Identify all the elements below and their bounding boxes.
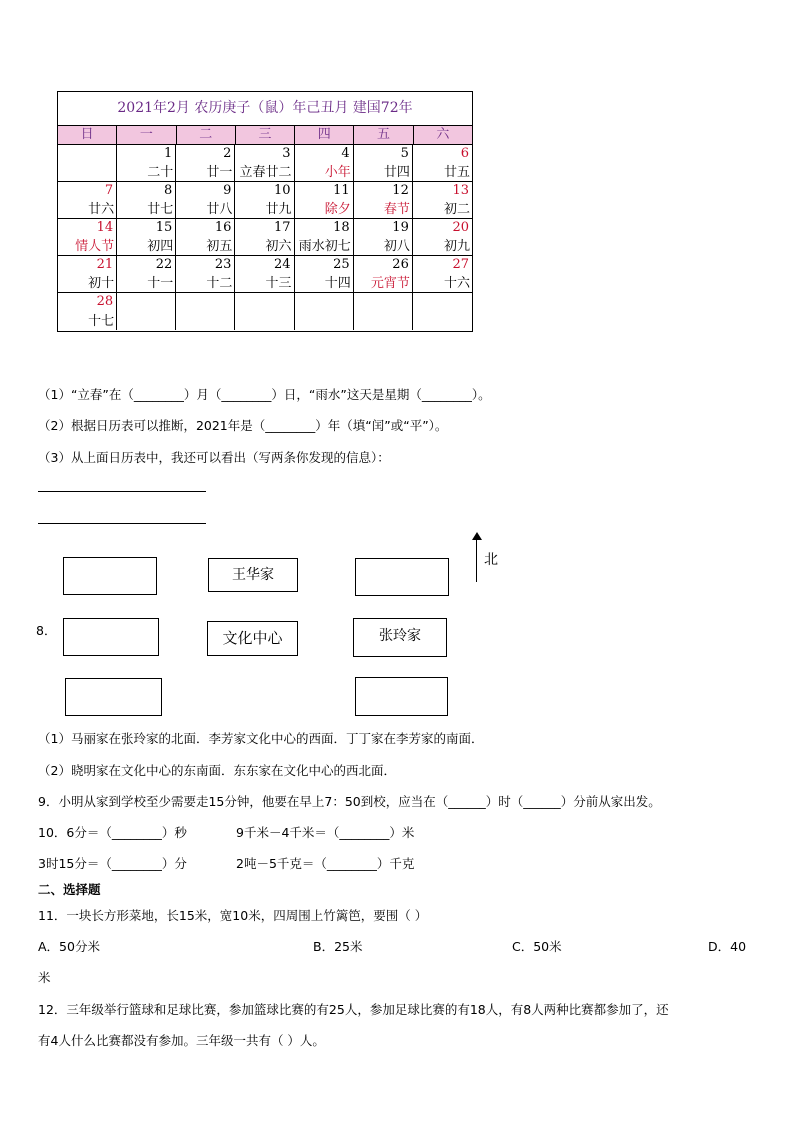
day-number: 20 — [452, 220, 469, 235]
map-box-empty-5[interactable] — [355, 677, 448, 716]
calendar-day-cell — [58, 293, 117, 330]
q12-line1: 12．三年级举行篮球和足球比赛，参加篮球比赛的有25人，参加足球比赛的有18人，有8人两种比赛都参加了，还 — [38, 1002, 669, 1017]
calendar-day-cell — [295, 219, 354, 256]
day-number: 18 — [333, 220, 350, 235]
weekday-sat: 六 — [436, 127, 450, 142]
day-number: 12 — [392, 183, 409, 198]
lunar-label: 十六 — [443, 276, 470, 291]
day-number: 8 — [164, 183, 173, 198]
q9: 9．小明从家到学校至少需要走15分钟，他要在早上7：50到校，应当在（______）时（______）分前从家出发。 — [38, 794, 661, 809]
q7-part3: （3）从上面日历表中，我还可以看出（写两条你发现的信息）： — [38, 450, 390, 465]
lunar-label: 小年 — [324, 165, 351, 180]
q11-option-a[interactable]: A．50分米 — [38, 939, 100, 954]
calendar-day-cell — [58, 182, 117, 219]
day-number: 28 — [96, 294, 114, 309]
calendar-day-cell — [58, 256, 117, 293]
q11-option-c[interactable]: C．50米 — [512, 939, 562, 954]
lunar-label: 初五 — [206, 239, 233, 254]
day-number: 19 — [392, 220, 409, 235]
q10-c: 3时15分＝（________）分 — [38, 856, 187, 871]
calendar-day-cell — [235, 256, 294, 293]
day-number: 4 — [341, 146, 350, 161]
calendar — [57, 91, 473, 332]
calendar-day-cell — [295, 293, 354, 330]
calendar-day-cell — [413, 293, 472, 330]
lunar-label: 初六 — [265, 239, 292, 254]
day-number: 10 — [274, 183, 291, 198]
calendar-day-cell — [354, 182, 413, 219]
lunar-label: 立春廿二 — [239, 165, 292, 180]
lunar-label: 廿八 — [206, 202, 233, 217]
lunar-label: 情人节 — [75, 239, 115, 254]
lunar-label: 廿四 — [383, 165, 410, 180]
calendar-day-cell — [413, 145, 472, 182]
calendar-day-cell — [235, 182, 294, 219]
lunar-label: 初十 — [88, 276, 115, 291]
calendar-day-cell — [354, 219, 413, 256]
calendar-day-cell — [235, 219, 294, 256]
q10-b: 9千米－4千米＝（________）米 — [236, 825, 415, 840]
q7-part1: （1）“立春”在（________）月（________）日，“雨水”这天是星期（________）。 — [38, 387, 491, 402]
calendar-day-cell — [176, 145, 235, 182]
lunar-label: 十四 — [324, 276, 351, 291]
lunar-label: 廿一 — [206, 165, 233, 180]
calendar-day-cell — [117, 293, 176, 330]
map-box-empty-3[interactable] — [63, 618, 159, 656]
calendar-day-cell — [58, 145, 117, 182]
q8-part1: （1）马丽家在张玲家的北面．李芳家文化中心的西面．丁丁家在李芳家的南面． — [38, 731, 484, 746]
q11-option-d[interactable]: D．40 — [708, 939, 747, 954]
q10-a: 10．6分＝（________）秒 — [38, 825, 187, 840]
q11-option-b[interactable]: B．25米 — [313, 939, 363, 954]
map-box-empty-1[interactable] — [63, 557, 157, 595]
answer-line-1[interactable] — [38, 491, 206, 492]
q11-option-d-unit: 米 — [38, 970, 51, 985]
calendar-day-cell — [117, 256, 176, 293]
lunar-label: 雨水初七 — [298, 239, 351, 254]
lunar-label: 元宵节 — [370, 276, 410, 291]
weekday-tue: 二 — [177, 126, 236, 144]
calendar-day-cell — [176, 182, 235, 219]
lunar-label: 廿六 — [88, 202, 115, 217]
calendar-day-cell — [413, 219, 472, 256]
calendar-day-cell — [354, 256, 413, 293]
north-arrow-icon — [472, 532, 482, 540]
calendar-day-cell — [176, 293, 235, 330]
calendar-day-cell — [354, 145, 413, 182]
q10-d: 2吨－5千克＝（________）千克 — [236, 856, 415, 871]
day-number: 6 — [460, 146, 469, 161]
q7-part2: （2）根据日历表可以推断，2021年是（________）年（填“闰”或“平”）。 — [38, 418, 448, 433]
calendar-weekday-header — [58, 125, 472, 145]
lunar-label: 十七 — [88, 314, 115, 329]
q11-stem: 11．一块长方形菜地，长15米，宽10米，四周围上竹篱笆，要围（ ） — [38, 908, 428, 923]
day-number: 24 — [274, 257, 291, 272]
map-box-zhangling-label: 张玲家 — [379, 628, 421, 644]
lunar-label: 初二 — [443, 202, 470, 217]
lunar-label: 十二 — [206, 276, 233, 291]
calendar-title: 2021年2月 农历庚子（鼠）年己丑月 建国72年 — [117, 100, 413, 116]
day-number: 14 — [96, 220, 114, 235]
calendar-day-cell — [117, 145, 176, 182]
calendar-day-cell — [176, 219, 235, 256]
north-label: 北 — [484, 552, 498, 568]
calendar-day-cell — [117, 219, 176, 256]
day-number: 11 — [333, 183, 350, 198]
calendar-day-cell — [176, 256, 235, 293]
q12-line2: 有4人什么比赛都没有参加。三年级一共有（ ）人。 — [38, 1033, 325, 1048]
calendar-day-cell — [295, 256, 354, 293]
calendar-day-cell — [295, 145, 354, 182]
day-number: 27 — [452, 257, 469, 272]
lunar-label: 除夕 — [324, 202, 351, 217]
north-arrow-line — [476, 536, 477, 582]
lunar-label: 初九 — [443, 239, 470, 254]
day-number: 26 — [392, 257, 409, 272]
lunar-label: 初四 — [147, 239, 174, 254]
calendar-day-cell — [295, 182, 354, 219]
day-number: 2 — [223, 146, 232, 161]
weekday-fri: 五 — [354, 126, 413, 144]
day-number: 25 — [333, 257, 350, 272]
calendar-day-cell — [58, 219, 117, 256]
q8-part2: （2）晓明家在文化中心的东南面．东东家在文化中心的西北面． — [38, 763, 396, 778]
lunar-label: 十三 — [265, 276, 292, 291]
day-number: 21 — [96, 257, 114, 272]
map-box-wenhua — [207, 621, 298, 656]
day-number: 16 — [214, 220, 232, 235]
weekday-mon: 一 — [117, 126, 176, 144]
day-number: 3 — [282, 146, 291, 161]
day-number: 1 — [164, 146, 173, 161]
lunar-label: 二十 — [147, 165, 174, 180]
calendar-day-cell — [413, 256, 472, 293]
map-box-wanghua — [208, 558, 298, 592]
weekday-sun: 日 — [58, 126, 117, 144]
day-number: 17 — [274, 220, 291, 235]
calendar-grid — [58, 145, 472, 330]
lunar-label: 初八 — [383, 239, 410, 254]
calendar-day-cell — [117, 182, 176, 219]
day-number: 9 — [223, 183, 232, 198]
answer-line-2[interactable] — [38, 523, 206, 524]
map-box-wanghua-label: 王华家 — [232, 567, 274, 583]
lunar-label: 廿五 — [443, 165, 470, 180]
weekday-thu: 四 — [295, 126, 354, 144]
day-number: 13 — [452, 183, 469, 198]
map-box-wenhua-label: 文化中心 — [222, 629, 283, 647]
calendar-day-cell — [235, 293, 294, 330]
day-number: 22 — [155, 257, 173, 272]
day-number: 15 — [155, 220, 173, 235]
calendar-day-cell — [413, 182, 472, 219]
lunar-label: 十一 — [147, 276, 174, 291]
section-heading: 二、选择题 — [38, 882, 101, 897]
q8-number: 8． — [36, 623, 57, 638]
day-number: 23 — [214, 257, 232, 272]
map-box-empty-2[interactable] — [355, 558, 449, 596]
lunar-label: 春节 — [383, 202, 410, 217]
calendar-day-cell — [235, 145, 294, 182]
lunar-label: 廿七 — [147, 202, 174, 217]
map-box-zhangling — [353, 618, 447, 657]
day-number: 7 — [104, 183, 114, 198]
day-number: 5 — [400, 146, 409, 161]
weekday-wed: 三 — [236, 126, 295, 144]
map-box-empty-4[interactable] — [65, 678, 162, 716]
lunar-label: 廿九 — [265, 202, 292, 217]
calendar-day-cell — [354, 293, 413, 330]
